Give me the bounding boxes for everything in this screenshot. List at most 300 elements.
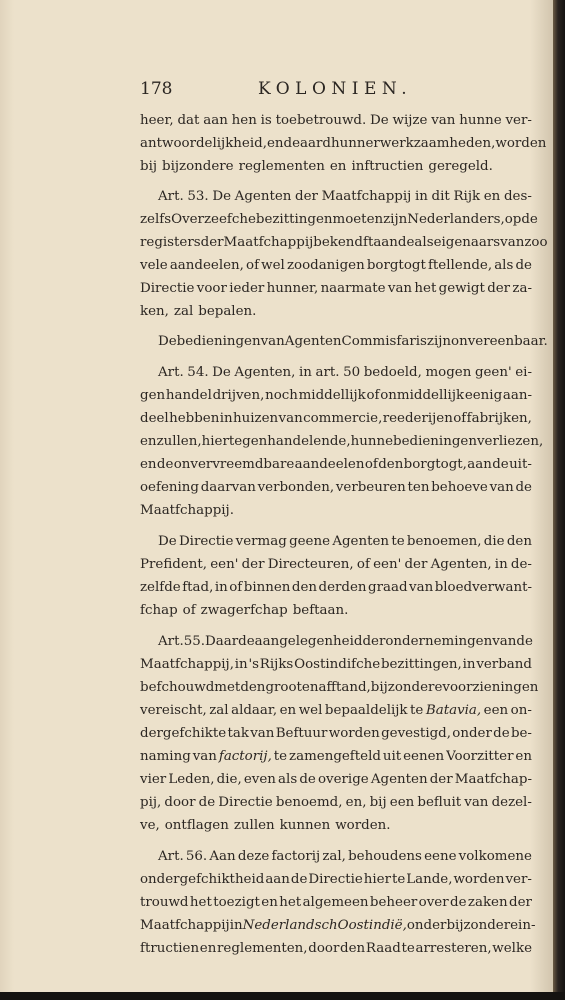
word: Nederlandsch bbox=[242, 918, 338, 933]
word: bekend bbox=[313, 235, 363, 250]
word: be- bbox=[510, 726, 532, 741]
word: van bbox=[250, 726, 275, 741]
word: De bbox=[212, 189, 231, 204]
word: in bbox=[298, 365, 312, 380]
text-line bbox=[140, 278, 532, 300]
word: van bbox=[387, 281, 413, 296]
word: reglementen, bbox=[217, 941, 308, 956]
word: ten bbox=[407, 480, 430, 495]
word: Beftuur bbox=[275, 726, 328, 741]
word: aandeelen, bbox=[169, 258, 244, 273]
word: van bbox=[192, 749, 217, 764]
text-line bbox=[140, 408, 532, 430]
word: als bbox=[278, 772, 298, 787]
word: Maatfchappij bbox=[223, 235, 314, 250]
word: zal bbox=[173, 304, 194, 319]
word: door bbox=[164, 795, 196, 810]
word: een bbox=[389, 795, 415, 810]
word: Batavia, bbox=[425, 703, 482, 718]
word: ieder bbox=[229, 281, 265, 296]
word: den bbox=[291, 580, 318, 595]
word: inftructien bbox=[351, 159, 424, 174]
word: onvereenbaar. bbox=[451, 334, 548, 349]
word: Art. bbox=[158, 849, 184, 864]
word: za- bbox=[512, 281, 532, 296]
word: de bbox=[283, 136, 301, 151]
word: ontflagen bbox=[164, 818, 229, 833]
word: ftad, bbox=[182, 580, 214, 595]
word: vereischt, bbox=[140, 703, 207, 718]
word: van bbox=[278, 411, 303, 426]
word: kunnen bbox=[279, 818, 331, 833]
word: beheer bbox=[369, 895, 418, 910]
word: reglementen bbox=[238, 159, 325, 174]
word: wel bbox=[298, 703, 323, 718]
word: bedieningen bbox=[176, 334, 261, 349]
word: afftand, bbox=[318, 680, 371, 695]
word: Directeuren, bbox=[267, 557, 354, 572]
word: bijzondere bbox=[446, 918, 519, 933]
word: Agent bbox=[284, 334, 325, 349]
word: toezigt bbox=[213, 895, 260, 910]
text-line bbox=[140, 869, 532, 891]
word: verbonden, bbox=[257, 480, 335, 495]
word: commercie, bbox=[303, 411, 383, 426]
word: in bbox=[229, 918, 243, 933]
word: de bbox=[198, 795, 216, 810]
word: met bbox=[214, 680, 241, 695]
word: zullen bbox=[233, 818, 275, 833]
word: over bbox=[418, 895, 449, 910]
word: zwagerfchap bbox=[200, 603, 288, 618]
word: der bbox=[404, 557, 428, 572]
text-line bbox=[140, 477, 532, 499]
word: tak bbox=[227, 726, 249, 741]
word: oefening bbox=[140, 480, 199, 495]
word: bezittingen, bbox=[380, 657, 462, 672]
word: hebben bbox=[169, 411, 220, 426]
text-line bbox=[140, 301, 532, 323]
word: gen bbox=[140, 388, 166, 403]
word: der bbox=[362, 634, 386, 649]
word: de bbox=[492, 457, 509, 472]
text-line bbox=[158, 631, 532, 653]
scan-border bbox=[0, 992, 565, 1000]
word: benoemen, bbox=[406, 534, 482, 549]
word: 56. bbox=[185, 849, 208, 864]
word: zijn bbox=[426, 334, 452, 349]
word: naming bbox=[140, 749, 191, 764]
text-line bbox=[140, 815, 532, 837]
word: eenig bbox=[464, 388, 503, 403]
text-line bbox=[140, 915, 536, 937]
word: de bbox=[290, 872, 308, 887]
word: door bbox=[308, 941, 340, 956]
word: volkomene bbox=[458, 849, 532, 864]
word: aandeelen bbox=[294, 457, 365, 472]
word: bepaaldelijk bbox=[324, 703, 408, 718]
word: befchouwd bbox=[140, 680, 215, 695]
word: 's bbox=[248, 657, 260, 672]
word: on- bbox=[510, 703, 532, 718]
word: en bbox=[329, 159, 347, 174]
word: de bbox=[515, 258, 532, 273]
word: aan- bbox=[502, 388, 532, 403]
word: hunner, bbox=[266, 281, 319, 296]
word: overige bbox=[317, 772, 369, 787]
word: Lande, bbox=[406, 872, 453, 887]
word: in bbox=[234, 657, 248, 672]
word: de bbox=[238, 634, 255, 649]
word: dit bbox=[431, 189, 450, 204]
word: Directie bbox=[218, 795, 273, 810]
word: hunner bbox=[330, 136, 380, 151]
word: Rijks bbox=[259, 657, 294, 672]
word: Nederlanders, bbox=[407, 212, 505, 227]
text-line bbox=[140, 209, 538, 231]
running-head: KOLONIEN. bbox=[258, 79, 413, 99]
word: behoudens bbox=[348, 849, 422, 864]
word: den bbox=[506, 534, 532, 549]
word: reederijen bbox=[382, 411, 453, 426]
word: Rijk bbox=[453, 189, 481, 204]
word: of bbox=[246, 258, 260, 273]
text-line bbox=[140, 746, 532, 768]
word: verliezen, bbox=[476, 434, 544, 449]
word: Oostindifche bbox=[294, 657, 381, 672]
word: ondernemingen bbox=[385, 634, 493, 649]
word: bezittingen bbox=[255, 212, 333, 227]
word: bedoeld, bbox=[363, 365, 422, 380]
word: van bbox=[431, 113, 456, 128]
word: fchap bbox=[140, 603, 178, 618]
word: der bbox=[487, 281, 511, 296]
text-line bbox=[140, 892, 532, 914]
word: en bbox=[483, 189, 501, 204]
word: dezel- bbox=[491, 795, 532, 810]
word: als bbox=[494, 258, 514, 273]
word: dergefchikte bbox=[140, 726, 227, 741]
word: of bbox=[366, 388, 380, 403]
word: ei- bbox=[515, 365, 532, 380]
text-line bbox=[140, 769, 532, 791]
word: te bbox=[391, 872, 406, 887]
text-line bbox=[158, 186, 532, 208]
word: zal bbox=[209, 703, 229, 718]
word: Maatfchap- bbox=[454, 772, 532, 787]
word: drijven, bbox=[212, 388, 265, 403]
page-number: 178 bbox=[140, 79, 173, 99]
word: Maatfchappij bbox=[140, 918, 230, 933]
word: der bbox=[509, 895, 532, 910]
word: der bbox=[429, 772, 453, 787]
word: en bbox=[140, 434, 157, 449]
word: geene bbox=[289, 534, 331, 549]
word: zelfde bbox=[140, 580, 181, 595]
word: onmiddellijk bbox=[380, 388, 465, 403]
word: mogen bbox=[425, 365, 472, 380]
word: als bbox=[414, 235, 434, 250]
word: heer, bbox=[140, 113, 174, 128]
word: of bbox=[356, 557, 370, 572]
page-edge-shadow bbox=[553, 0, 565, 1000]
word: uit- bbox=[509, 457, 532, 472]
word: Agenten bbox=[234, 189, 292, 204]
text-line bbox=[140, 723, 532, 745]
word: huizen bbox=[233, 411, 279, 426]
word: arresteren, bbox=[415, 941, 492, 956]
word: bij bbox=[369, 795, 387, 810]
word: wijze bbox=[392, 113, 428, 128]
word: Directie bbox=[308, 872, 363, 887]
word: worden. bbox=[335, 818, 391, 833]
word: bloedverwant- bbox=[434, 580, 532, 595]
text-line bbox=[140, 255, 532, 277]
word: Aan bbox=[209, 849, 236, 864]
word: zijn bbox=[383, 212, 408, 227]
word: te bbox=[410, 703, 424, 718]
word: en bbox=[324, 334, 342, 349]
word: aldaar, bbox=[231, 703, 278, 718]
word: zaken bbox=[467, 895, 508, 910]
word: grooten bbox=[265, 680, 319, 695]
word: zal, bbox=[322, 849, 346, 864]
word: dat bbox=[177, 113, 200, 128]
word: uit bbox=[382, 749, 402, 764]
word: geregeld. bbox=[428, 159, 493, 174]
word: ondergefchiktheid bbox=[140, 872, 265, 887]
word: zelfs bbox=[140, 212, 172, 227]
word: ken, bbox=[140, 304, 169, 319]
text-line bbox=[140, 431, 544, 453]
word: en bbox=[515, 749, 532, 764]
text-line bbox=[140, 700, 532, 722]
word: bepalen. bbox=[198, 304, 257, 319]
word: registers bbox=[140, 235, 201, 250]
word: 53. bbox=[187, 189, 209, 204]
word: 55. bbox=[183, 634, 206, 649]
word: vermag bbox=[235, 534, 287, 549]
text-line bbox=[140, 110, 532, 132]
word: beftaan. bbox=[292, 603, 349, 618]
word: den bbox=[240, 680, 266, 695]
word: worden bbox=[453, 872, 505, 887]
word: trouwd bbox=[140, 895, 189, 910]
word: hiertegen bbox=[201, 434, 268, 449]
word: eene bbox=[424, 849, 457, 864]
word: aan bbox=[203, 113, 228, 128]
word: aan bbox=[265, 872, 290, 887]
word: bedieningen bbox=[393, 434, 477, 449]
text-line bbox=[140, 385, 532, 407]
word: der bbox=[241, 557, 265, 572]
word: Agenten, bbox=[430, 557, 492, 572]
word: even bbox=[243, 772, 276, 787]
word: Maatfchappij bbox=[321, 189, 412, 204]
text-line bbox=[140, 792, 532, 814]
word: voor bbox=[196, 281, 227, 296]
text-line bbox=[140, 600, 532, 622]
text-line bbox=[158, 846, 532, 868]
word: naarmate bbox=[320, 281, 386, 296]
word: Agenten, bbox=[234, 365, 296, 380]
word: en, bbox=[345, 795, 367, 810]
word: bijzondere bbox=[162, 159, 234, 174]
word: de- bbox=[510, 557, 532, 572]
text-line bbox=[140, 677, 539, 699]
word: Maatfchappij, bbox=[140, 657, 234, 672]
word: ftellende, bbox=[427, 258, 493, 273]
word: behoeve bbox=[431, 480, 488, 495]
word: wel bbox=[261, 258, 285, 273]
word: Prefident, bbox=[140, 557, 208, 572]
word: Directie bbox=[178, 534, 234, 549]
word: en bbox=[199, 941, 217, 956]
word: geen' bbox=[474, 365, 512, 380]
word: ver- bbox=[505, 113, 532, 128]
word: te bbox=[401, 941, 415, 956]
word: Commisfaris bbox=[341, 334, 427, 349]
word: handelende, bbox=[267, 434, 351, 449]
text-line bbox=[140, 577, 532, 599]
word: aan bbox=[467, 457, 492, 472]
word: binnen bbox=[243, 580, 291, 595]
word: aangelegenheid bbox=[254, 634, 363, 649]
word: zullen, bbox=[156, 434, 202, 449]
word: De bbox=[158, 534, 177, 549]
word: hunne bbox=[350, 434, 394, 449]
word: of bbox=[453, 411, 467, 426]
word: verband bbox=[476, 657, 532, 672]
word: of bbox=[182, 603, 196, 618]
word: De bbox=[212, 365, 231, 380]
word: Oostindië, bbox=[337, 918, 407, 933]
text-line bbox=[158, 331, 548, 353]
word: fabrijken, bbox=[466, 411, 532, 426]
word: art. bbox=[315, 365, 340, 380]
word: de bbox=[450, 895, 467, 910]
word: het bbox=[189, 895, 212, 910]
text-line bbox=[158, 531, 532, 553]
word: den bbox=[340, 941, 366, 956]
word: ftructien bbox=[140, 941, 200, 956]
word: onder bbox=[406, 918, 447, 933]
text-line bbox=[140, 500, 532, 522]
word: Maatfchappij. bbox=[140, 503, 234, 518]
word: in bbox=[414, 189, 428, 204]
word: worden bbox=[328, 726, 380, 741]
word: zamengefteld bbox=[289, 749, 381, 764]
word: factorij, bbox=[218, 749, 272, 764]
word: zoodanigen bbox=[286, 258, 365, 273]
text-line bbox=[140, 654, 532, 676]
word: aard bbox=[300, 136, 331, 151]
word: vele bbox=[140, 258, 168, 273]
word: Voorzitter bbox=[446, 749, 514, 764]
word: derden bbox=[318, 580, 367, 595]
word: hunne bbox=[459, 113, 502, 128]
word: der bbox=[200, 235, 224, 250]
word: ve, bbox=[140, 818, 160, 833]
word: zoo bbox=[524, 235, 548, 250]
word: van bbox=[464, 795, 489, 810]
word: befluit bbox=[417, 795, 462, 810]
word: Agenten bbox=[370, 772, 428, 787]
word: onvervreemdbare bbox=[173, 457, 295, 472]
word: daarvan bbox=[200, 480, 256, 495]
word: noch bbox=[265, 388, 298, 403]
word: deel bbox=[140, 411, 169, 426]
word: verbeuren bbox=[335, 480, 406, 495]
word: Agenten bbox=[332, 534, 390, 549]
word: handel bbox=[165, 388, 212, 403]
word: Overzeefche bbox=[171, 212, 256, 227]
word: die bbox=[483, 534, 505, 549]
word: Art. bbox=[158, 189, 184, 204]
word: borgtogt bbox=[366, 258, 426, 273]
word: in bbox=[494, 557, 508, 572]
word: toebetrouwd. bbox=[275, 113, 367, 128]
text-line bbox=[140, 554, 532, 576]
text-line bbox=[140, 133, 547, 155]
word: welke bbox=[492, 941, 532, 956]
word: den bbox=[378, 457, 404, 472]
word: in bbox=[214, 580, 228, 595]
word: een' bbox=[373, 557, 402, 572]
word: en bbox=[261, 895, 278, 910]
text-line bbox=[140, 938, 532, 960]
word: deze bbox=[237, 849, 270, 864]
word: algemeen bbox=[302, 895, 369, 910]
word: van bbox=[489, 480, 514, 495]
word: van bbox=[500, 235, 525, 250]
word: onder bbox=[452, 726, 492, 741]
word: eenen bbox=[403, 749, 445, 764]
word: 54. bbox=[187, 365, 209, 380]
word: de bbox=[516, 634, 533, 649]
word: graad bbox=[368, 580, 408, 595]
word: te bbox=[391, 534, 405, 549]
text-line bbox=[140, 156, 532, 178]
word: Art. bbox=[158, 365, 184, 380]
word: de bbox=[521, 212, 538, 227]
word: moeten bbox=[332, 212, 384, 227]
word: van bbox=[260, 334, 285, 349]
word: te bbox=[273, 749, 288, 764]
word: werkzaamheden, bbox=[379, 136, 496, 151]
word: hen bbox=[231, 113, 257, 128]
word: op bbox=[504, 212, 522, 227]
word: pij, bbox=[140, 795, 162, 810]
word: die, bbox=[216, 772, 242, 787]
word: hier bbox=[363, 872, 391, 887]
word: de bbox=[156, 457, 174, 472]
word: factorij bbox=[271, 849, 321, 864]
word: de bbox=[299, 772, 316, 787]
word: ftaande bbox=[362, 235, 415, 250]
word: Art. bbox=[158, 634, 184, 649]
word: in bbox=[219, 411, 233, 426]
word: De bbox=[158, 334, 177, 349]
word: of bbox=[229, 580, 243, 595]
word: het bbox=[279, 895, 302, 910]
word: bijzondere bbox=[370, 680, 443, 695]
word: Raad bbox=[365, 941, 401, 956]
word: borgtogt, bbox=[403, 457, 467, 472]
word: gewigt bbox=[438, 281, 485, 296]
word: De bbox=[370, 113, 389, 128]
word: in bbox=[462, 657, 476, 672]
